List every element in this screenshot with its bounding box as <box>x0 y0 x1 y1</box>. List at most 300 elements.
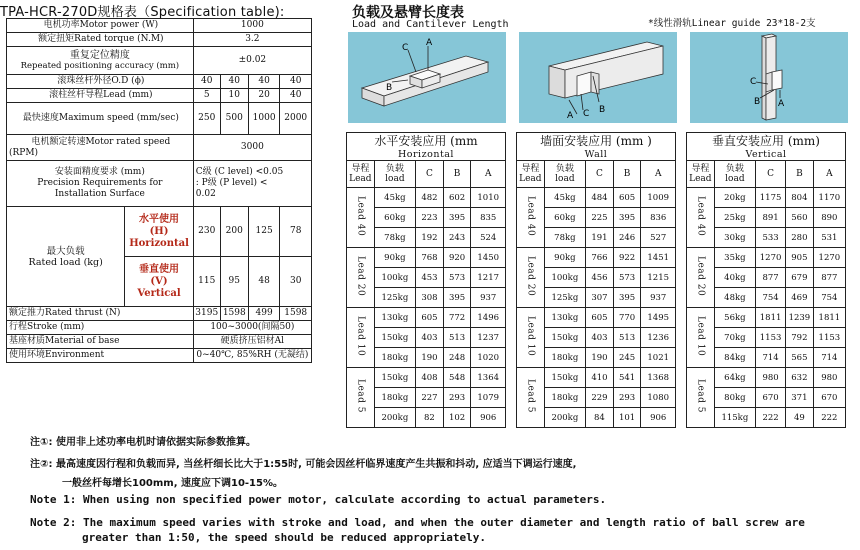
col-load <box>374 161 415 188</box>
a-cell: 1079 <box>471 388 506 408</box>
b-cell: 246 <box>613 228 641 248</box>
a-cell: 1153 <box>813 328 845 348</box>
precision-value-1: C级 (C level) <0.05 <box>195 167 284 177</box>
col-b: B <box>443 161 471 188</box>
load-cell: 20kg <box>714 188 755 208</box>
spec-row-max-speed <box>7 103 312 135</box>
horizontal-load-cell: 200 <box>220 207 248 257</box>
label-a: A <box>778 99 785 109</box>
load-cell: 48kg <box>714 288 755 308</box>
load-cell: 45kg <box>374 188 415 208</box>
load-table-vertical <box>686 132 846 428</box>
a-cell: 1236 <box>641 328 676 348</box>
table-title: 垂直安装应用 (mm) <box>687 133 846 150</box>
a-cell: 1170 <box>813 188 845 208</box>
lead-group <box>687 248 715 308</box>
a-cell: 1237 <box>471 328 506 348</box>
col-b: B <box>786 161 814 188</box>
a-cell: 754 <box>813 288 845 308</box>
rated-speed-label-1: 电机额定转速Motor rated speed <box>31 136 171 147</box>
vertical-mount-svg <box>690 32 848 123</box>
b-cell: 243 <box>443 228 471 248</box>
load-title: 负载及悬臂长度表 <box>352 5 464 21</box>
b-cell: 102 <box>443 408 471 428</box>
label-c: C <box>583 109 590 119</box>
max-speed-cell: 2000 <box>280 103 312 135</box>
label-b: B <box>386 83 393 93</box>
lead-group-label: Lead 10 <box>525 315 536 357</box>
spec-row-lead <box>7 89 312 103</box>
load-cell: 180kg <box>544 388 585 408</box>
a-cell: 527 <box>641 228 676 248</box>
table-row <box>347 188 506 208</box>
c-cell: 408 <box>416 368 444 388</box>
col-a: A <box>471 161 506 188</box>
c-cell: 192 <box>416 228 444 248</box>
b-cell: 395 <box>443 288 471 308</box>
c-cell: 484 <box>586 188 614 208</box>
a-cell: 1080 <box>641 388 676 408</box>
precision-label-3: Installation Surface <box>54 189 145 199</box>
max-load-label <box>7 207 125 307</box>
b-cell: 1239 <box>786 308 814 328</box>
spec-row-stroke <box>7 321 312 335</box>
b-cell: 772 <box>443 308 471 328</box>
a-cell: 1270 <box>813 248 845 268</box>
load-cell: 130kg <box>374 308 415 328</box>
table-subtitle: Vertical <box>687 149 846 161</box>
col-c: C <box>756 161 786 188</box>
a-cell: 877 <box>813 268 845 288</box>
c-cell: 456 <box>586 268 614 288</box>
c-cell: 766 <box>586 248 614 268</box>
table-row <box>347 308 506 328</box>
note-cn-1: 注①: 使用非上述功率电机时请依据实际参数推算。 <box>30 437 256 448</box>
vertical-label-v: (V) <box>150 275 168 287</box>
c-cell: 225 <box>586 208 614 228</box>
table-row <box>687 308 846 328</box>
horizontal-load-cell: 125 <box>248 207 280 257</box>
load-cell: 90kg <box>374 248 415 268</box>
b-cell: 280 <box>786 228 814 248</box>
col-load-cn: 负载 <box>385 164 404 174</box>
table-title: 水平安装应用 (mm <box>347 133 506 150</box>
c-cell: 84 <box>586 408 614 428</box>
horizontal-mount-diagram <box>348 32 506 123</box>
load-cell: 40kg <box>714 268 755 288</box>
b-cell: 513 <box>443 328 471 348</box>
rated-speed-label <box>7 135 194 161</box>
horizontal-label-en: Horizontal <box>129 237 189 249</box>
spec-row-rated-torque <box>7 33 312 47</box>
a-cell: 890 <box>813 208 845 228</box>
b-cell: 245 <box>613 348 641 368</box>
b-cell: 548 <box>443 368 471 388</box>
col-c: C <box>586 161 614 188</box>
spec-row-repeat <box>7 47 312 75</box>
c-cell: 410 <box>586 368 614 388</box>
c-cell: 605 <box>586 308 614 328</box>
load-cell: 150kg <box>374 368 415 388</box>
b-cell: 395 <box>613 288 641 308</box>
spec-row-ball-od <box>7 75 312 89</box>
vertical-mount-diagram <box>690 32 848 123</box>
lead-group-label: Lead 40 <box>695 195 706 237</box>
load-cell: 115kg <box>714 408 755 428</box>
spec-row-material <box>7 335 312 349</box>
load-cell: 60kg <box>544 208 585 228</box>
precision-value-3: 0.02 <box>195 189 216 199</box>
b-cell: 679 <box>786 268 814 288</box>
lead-group <box>687 308 715 368</box>
b-cell: 792 <box>786 328 814 348</box>
ball-od-cell: 40 <box>248 75 280 89</box>
c-cell: 190 <box>586 348 614 368</box>
load-cell: 30kg <box>714 228 755 248</box>
table-title: 墙面安装应用 (mm ) <box>517 133 676 150</box>
label-b: B <box>599 105 606 115</box>
spec-row-precision <box>7 161 312 207</box>
note-en-2b: greater than 1:50, the speed should be reduced appropriately. <box>82 531 486 544</box>
motor-power-label: 电机功率Motor power (W) <box>7 19 194 33</box>
note-cn-2: 注②: 最高速度因行程和负载而异, 当丝杆细长比大于1:55时, 可能会因丝杆临界速度产生共振和抖动, 应适当下调运行速度, <box>30 459 577 470</box>
b-cell: 469 <box>786 288 814 308</box>
lead-group <box>517 368 545 428</box>
c-cell: 229 <box>586 388 614 408</box>
b-cell: 49 <box>786 408 814 428</box>
table-row <box>347 248 506 268</box>
b-cell: 573 <box>613 268 641 288</box>
col-b: B <box>613 161 641 188</box>
col-load-en: load <box>555 174 575 184</box>
lead-cell: 20 <box>248 89 280 103</box>
load-cell: 100kg <box>544 268 585 288</box>
b-cell: 905 <box>786 248 814 268</box>
b-cell: 395 <box>613 208 641 228</box>
a-cell: 1496 <box>471 308 506 328</box>
a-cell: 1021 <box>641 348 676 368</box>
a-cell: 1368 <box>641 368 676 388</box>
thrust-cell: 499 <box>248 307 280 321</box>
environment-label: 使用环境Environment <box>7 349 194 363</box>
c-cell: 403 <box>586 328 614 348</box>
ball-od-cell: 40 <box>193 75 220 89</box>
a-cell: 1811 <box>813 308 845 328</box>
horizontal-label <box>125 207 193 257</box>
col-c: C <box>416 161 444 188</box>
lead-cell: 5 <box>193 89 220 103</box>
b-cell: 101 <box>613 408 641 428</box>
col-a: A <box>641 161 676 188</box>
lead-label: 滚柱丝杆导程Lead (mm) <box>7 89 194 103</box>
load-cell: 80kg <box>714 388 755 408</box>
b-cell: 565 <box>786 348 814 368</box>
load-cell: 84kg <box>714 348 755 368</box>
max-speed-cell: 250 <box>193 103 220 135</box>
b-cell: 395 <box>443 208 471 228</box>
table-row <box>517 248 676 268</box>
lead-group-label: Lead 20 <box>695 255 706 297</box>
repeat-label <box>7 47 194 75</box>
b-cell: 371 <box>786 388 814 408</box>
spec-row-thrust <box>7 307 312 321</box>
b-cell: 293 <box>613 388 641 408</box>
c-cell: 227 <box>416 388 444 408</box>
ball-od-label: 滚珠丝杆外径O.D (ϕ) <box>7 75 194 89</box>
load-cell: 60kg <box>374 208 415 228</box>
label-a: A <box>567 111 574 121</box>
a-cell: 1364 <box>471 368 506 388</box>
spec-row-load-horizontal <box>7 207 312 257</box>
table-header-row <box>517 161 676 188</box>
rated-speed-label-2: (RPM) <box>9 147 39 158</box>
c-cell: 1175 <box>756 188 786 208</box>
col-load-cn: 负载 <box>725 164 744 174</box>
load-cell: 200kg <box>374 408 415 428</box>
lead-cell: 10 <box>220 89 248 103</box>
precision-label-1: 安装面精度要求 (mm) <box>54 167 145 177</box>
max-speed-cell: 1000 <box>248 103 280 135</box>
note-cn-3: 一般丝杆每增长100mm, 速度应下调10-15%。 <box>62 478 283 489</box>
lead-group-label: Lead 5 <box>525 378 536 414</box>
vertical-load-cell: 48 <box>248 257 280 307</box>
lead-group <box>347 308 375 368</box>
table-subtitle: Wall <box>517 149 676 161</box>
b-cell: 573 <box>443 268 471 288</box>
col-lead-en: Lead <box>349 174 372 184</box>
a-cell: 980 <box>813 368 845 388</box>
note-en-1: Note 1: When using non specified power motor, calculate according to actual parameters. <box>30 493 607 506</box>
spec-row-environment <box>7 349 312 363</box>
b-cell: 560 <box>786 208 814 228</box>
horizontal-label-h: (H) <box>149 225 169 237</box>
c-cell: 222 <box>756 408 786 428</box>
c-cell: 768 <box>416 248 444 268</box>
lead-group-label: Lead 10 <box>355 315 366 357</box>
col-a: A <box>813 161 845 188</box>
spec-title: TPA-HCR-270D规格表（Specification table): <box>0 5 285 20</box>
vertical-load-cell: 95 <box>220 257 248 307</box>
repeat-label-en: Repeated positioning accuracy (mm) <box>20 60 180 71</box>
a-cell: 835 <box>471 208 506 228</box>
a-cell: 524 <box>471 228 506 248</box>
lead-group-label: Lead 5 <box>695 378 706 414</box>
load-cell: 150kg <box>374 328 415 348</box>
wall-mount-svg <box>519 32 677 123</box>
c-cell: 308 <box>416 288 444 308</box>
col-lead-en: Lead <box>519 174 542 184</box>
vertical-load-cell: 115 <box>193 257 220 307</box>
a-cell: 937 <box>471 288 506 308</box>
note-en-2a: Note 2: The maximum speed varies with stroke and load, and when the outer diameter and length ratio of ball screw are <box>30 516 805 529</box>
b-cell: 541 <box>613 368 641 388</box>
a-cell: 906 <box>471 408 506 428</box>
lead-group <box>347 248 375 308</box>
load-cell: 130kg <box>544 308 585 328</box>
table-row <box>517 188 676 208</box>
stroke-value: 100~3000(间隔50) <box>193 321 311 335</box>
a-cell: 1215 <box>641 268 676 288</box>
col-lead-cn: 导程 <box>691 164 710 174</box>
max-load-label-cn: 最大负载 <box>46 245 85 257</box>
a-cell: 670 <box>813 388 845 408</box>
c-cell: 403 <box>416 328 444 348</box>
col-lead-cn: 导程 <box>521 164 540 174</box>
a-cell: 1217 <box>471 268 506 288</box>
table-header-row <box>347 161 506 188</box>
c-cell: 891 <box>756 208 786 228</box>
rated-speed-value: 3000 <box>193 135 311 161</box>
c-cell: 754 <box>756 288 786 308</box>
col-load-cn: 负载 <box>555 164 574 174</box>
load-cell: 100kg <box>374 268 415 288</box>
b-cell: 605 <box>613 188 641 208</box>
c-cell: 1811 <box>756 308 786 328</box>
vertical-label-cn: 垂直使用 <box>139 263 180 275</box>
motor-power-value: 1000 <box>193 19 311 33</box>
precision-value <box>193 161 311 207</box>
repeat-value: ±0.02 <box>193 47 311 75</box>
load-cell: 25kg <box>714 208 755 228</box>
table-row <box>687 248 846 268</box>
b-cell: 920 <box>443 248 471 268</box>
a-cell: 1020 <box>471 348 506 368</box>
a-cell: 906 <box>641 408 676 428</box>
load-cell: 150kg <box>544 328 585 348</box>
a-cell: 1451 <box>641 248 676 268</box>
load-cell: 180kg <box>374 388 415 408</box>
max-speed-label: 最快速度Maximum speed (mm/sec) <box>7 103 194 135</box>
b-cell: 513 <box>613 328 641 348</box>
load-cell: 180kg <box>544 348 585 368</box>
table-row <box>517 308 676 328</box>
b-cell: 804 <box>786 188 814 208</box>
thrust-label: 额定推力Rated thrust (N) <box>7 307 194 321</box>
lead-group <box>687 368 715 428</box>
c-cell: 223 <box>416 208 444 228</box>
thrust-cell: 1598 <box>220 307 248 321</box>
lead-group <box>687 188 715 248</box>
horizontal-label-cn: 水平使用 <box>139 213 180 225</box>
load-table-horizontal <box>346 132 506 428</box>
a-cell: 836 <box>641 208 676 228</box>
spec-row-motor-power <box>7 19 312 33</box>
label-b: B <box>754 97 761 107</box>
load-cell: 78kg <box>374 228 415 248</box>
precision-label <box>7 161 194 207</box>
table-row <box>687 188 846 208</box>
max-load-label-en: Rated load (kg) <box>28 256 103 268</box>
a-cell: 714 <box>813 348 845 368</box>
label-c: C <box>750 77 757 87</box>
col-lead <box>687 161 715 188</box>
a-cell: 937 <box>641 288 676 308</box>
vertical-load-cell: 30 <box>280 257 312 307</box>
lead-group-label: Lead 5 <box>355 378 366 414</box>
lead-group-label: Lead 20 <box>525 255 536 297</box>
b-cell: 602 <box>443 188 471 208</box>
c-cell: 191 <box>586 228 614 248</box>
load-subtitle: Load and Cantilever Length <box>352 19 509 30</box>
vertical-label <box>125 257 193 307</box>
vertical-label-en: Vertical <box>137 287 181 299</box>
table-header-row <box>687 161 846 188</box>
table-row <box>687 368 846 388</box>
repeat-label-cn: 重复定位精度 <box>69 49 130 61</box>
col-lead <box>347 161 375 188</box>
table-row <box>517 368 676 388</box>
table-subtitle: Horizontal <box>347 149 506 161</box>
c-cell: 307 <box>586 288 614 308</box>
a-cell: 1009 <box>641 188 676 208</box>
c-cell: 877 <box>756 268 786 288</box>
col-lead-cn: 导程 <box>351 164 370 174</box>
load-cell: 78kg <box>544 228 585 248</box>
wall-mount-diagram <box>519 32 677 123</box>
thrust-cell: 1598 <box>280 307 312 321</box>
c-cell: 980 <box>756 368 786 388</box>
a-cell: 222 <box>813 408 845 428</box>
table-row <box>347 368 506 388</box>
label-c: C <box>402 43 409 53</box>
load-cell: 56kg <box>714 308 755 328</box>
b-cell: 770 <box>613 308 641 328</box>
a-cell: 531 <box>813 228 845 248</box>
material-label: 基座材质Material of base <box>7 335 194 349</box>
c-cell: 670 <box>756 388 786 408</box>
precision-label-2: Precision Requirements for <box>37 178 163 188</box>
lead-group-label: Lead 40 <box>355 195 366 237</box>
c-cell: 533 <box>756 228 786 248</box>
load-cell: 125kg <box>374 288 415 308</box>
col-lead <box>517 161 545 188</box>
c-cell: 605 <box>416 308 444 328</box>
c-cell: 453 <box>416 268 444 288</box>
a-cell: 1495 <box>641 308 676 328</box>
c-cell: 190 <box>416 348 444 368</box>
b-cell: 922 <box>613 248 641 268</box>
load-cell: 180kg <box>374 348 415 368</box>
ball-od-cell: 40 <box>280 75 312 89</box>
linear-guide-note: *线性滑轨Linear guide 23*18-2支 <box>648 18 816 29</box>
lead-group-label: Lead 20 <box>355 255 366 297</box>
spec-row-rated-speed <box>7 135 312 161</box>
load-table-wall <box>516 132 676 428</box>
load-cell: 70kg <box>714 328 755 348</box>
material-value: 硬质挤压铝材Al <box>193 335 311 349</box>
lead-cell: 40 <box>280 89 312 103</box>
load-cell: 200kg <box>544 408 585 428</box>
spec-table <box>6 18 312 363</box>
lead-group <box>517 248 545 308</box>
c-cell: 1270 <box>756 248 786 268</box>
load-cell: 45kg <box>544 188 585 208</box>
rated-torque-label: 额定扭矩Rated torque (N.M) <box>7 33 194 47</box>
lead-group <box>347 368 375 428</box>
lead-group <box>347 188 375 248</box>
label-a: A <box>426 38 433 48</box>
horizontal-load-cell: 230 <box>193 207 220 257</box>
c-cell: 82 <box>416 408 444 428</box>
lead-group-label: Lead 40 <box>525 195 536 237</box>
col-load-en: load <box>385 174 405 184</box>
load-cell: 64kg <box>714 368 755 388</box>
load-cell: 150kg <box>544 368 585 388</box>
col-lead-en: Lead <box>689 174 712 184</box>
b-cell: 632 <box>786 368 814 388</box>
load-cell: 125kg <box>544 288 585 308</box>
b-cell: 248 <box>443 348 471 368</box>
